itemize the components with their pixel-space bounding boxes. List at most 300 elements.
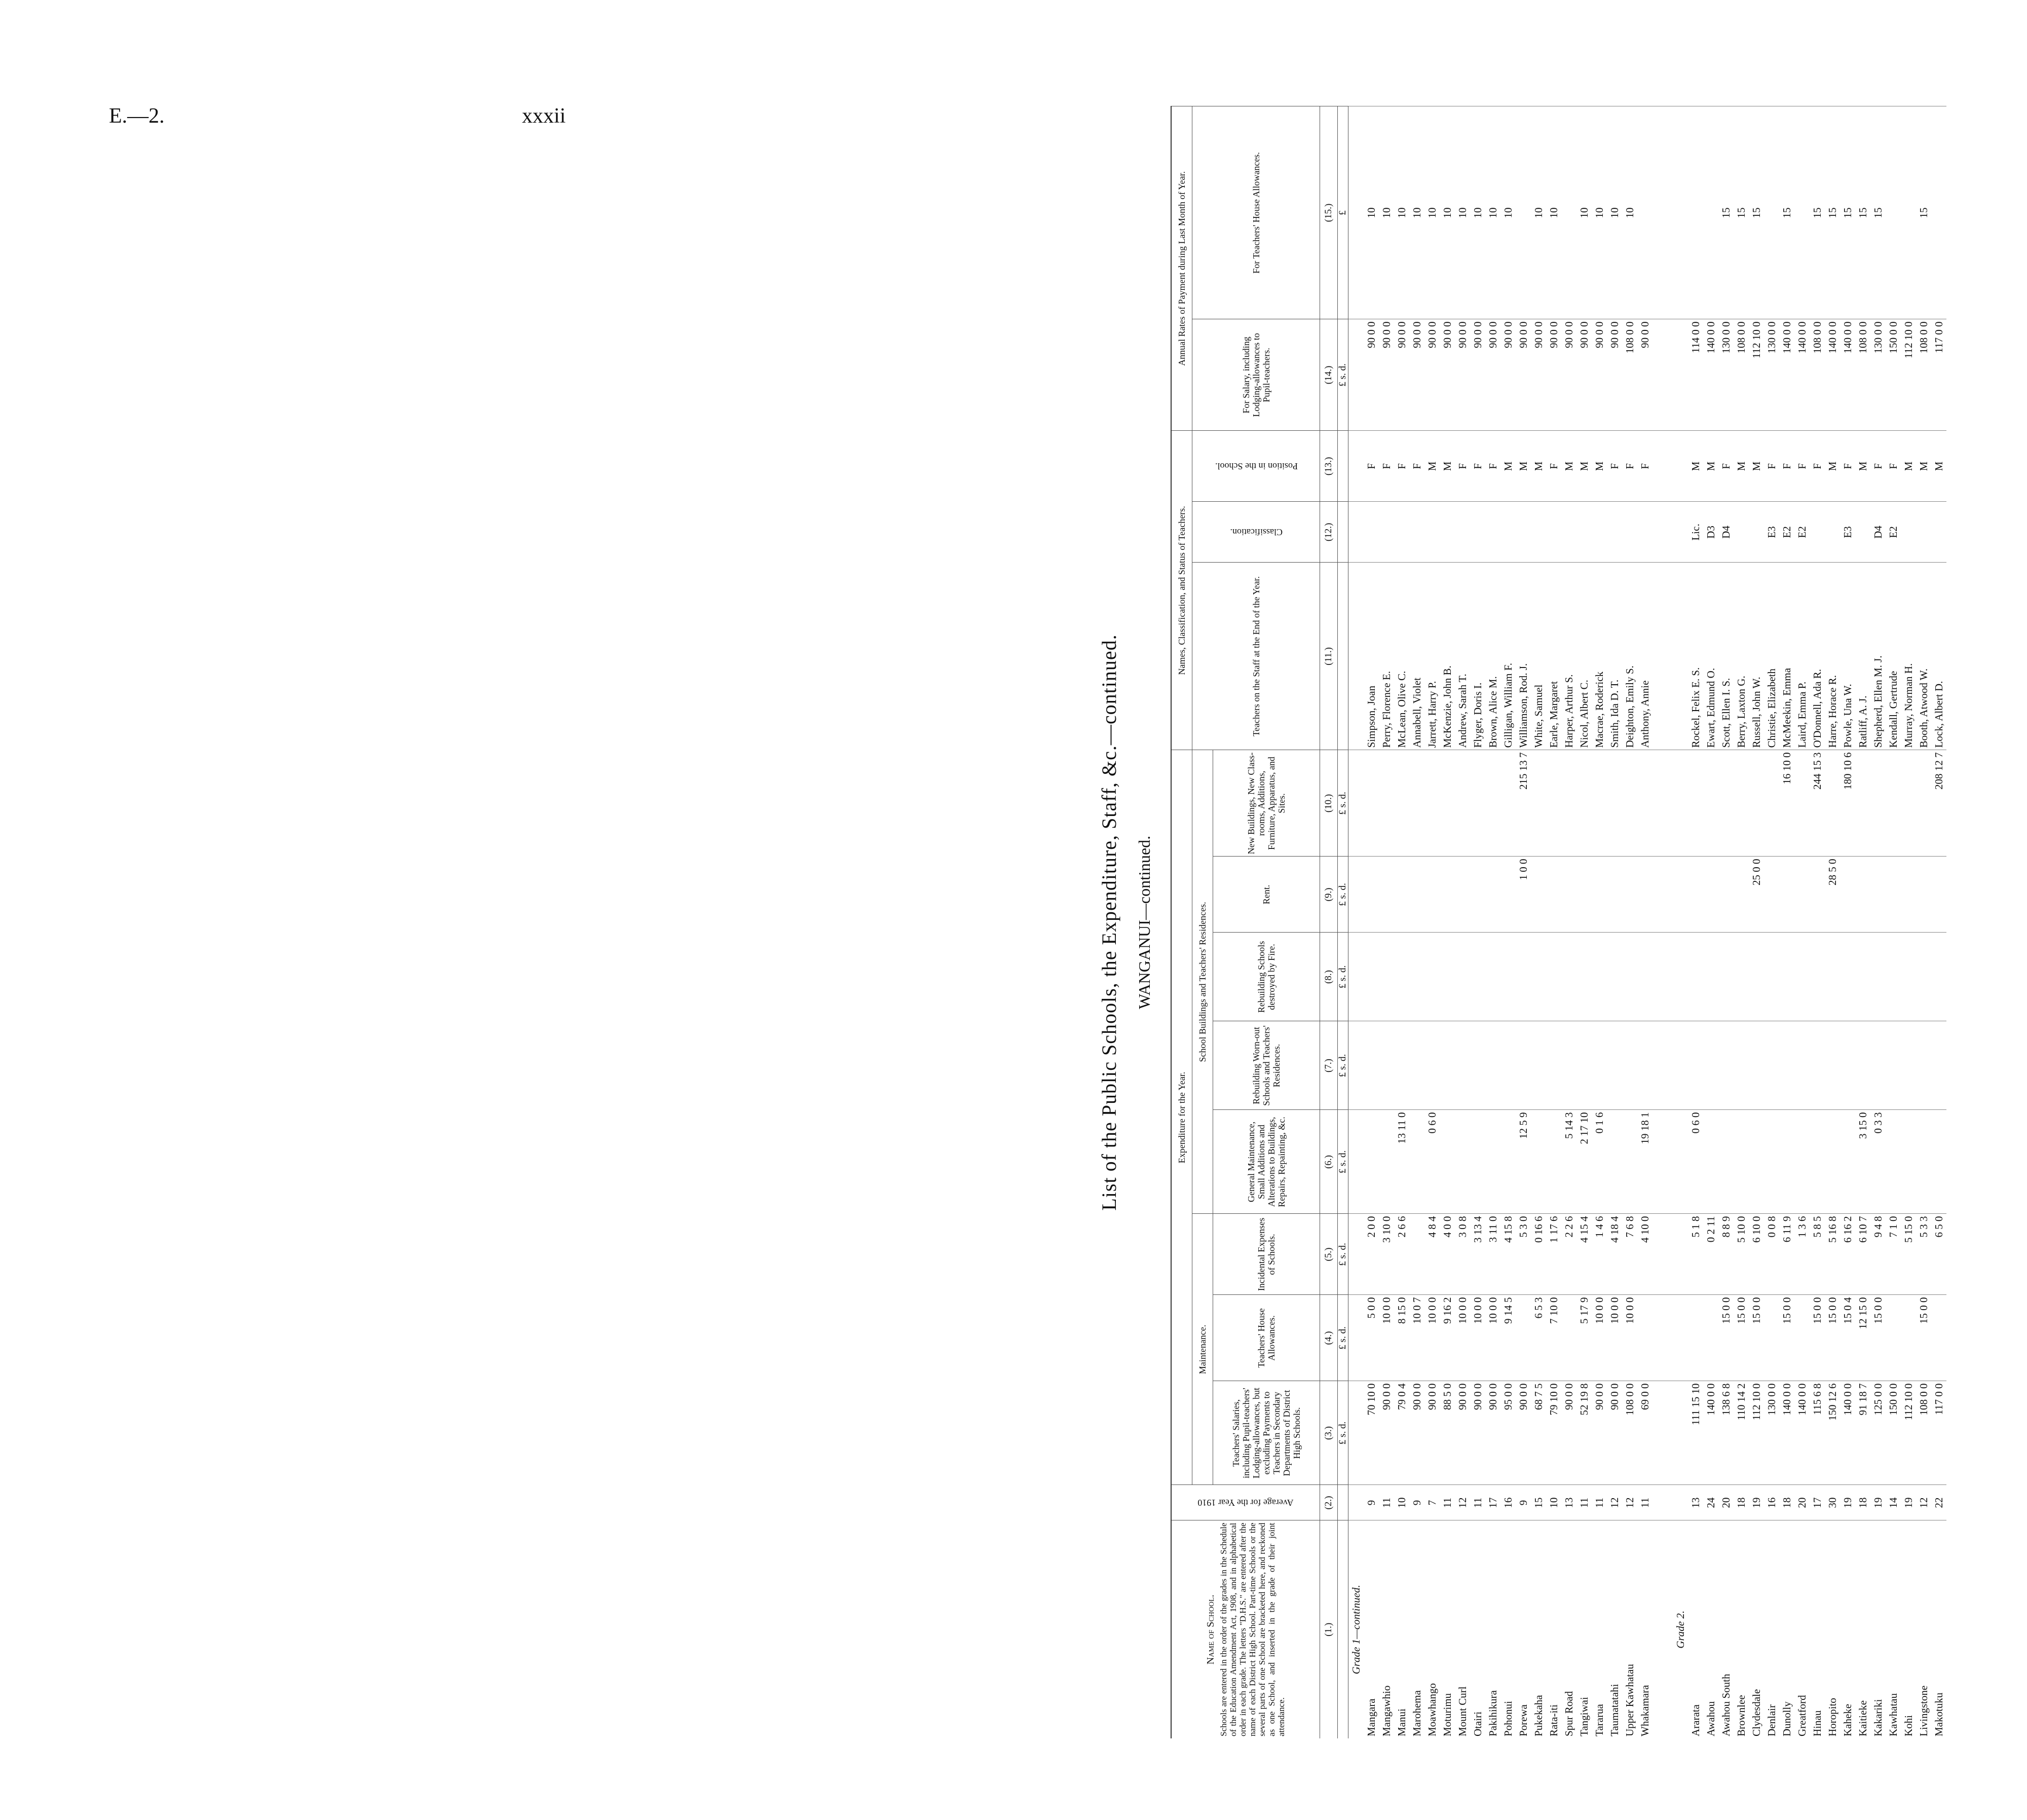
- general-maintenance: [1840, 1110, 1855, 1214]
- position: M: [1531, 431, 1546, 502]
- new-buildings: [1546, 750, 1561, 857]
- rebuild-fire: [1931, 933, 1946, 1021]
- units-lsd: £ s. d.: [1338, 1110, 1348, 1214]
- position: M: [1703, 431, 1718, 502]
- teacher-name: O'Donnell, Ada R.: [1810, 563, 1825, 750]
- house-allowance: 6 5 3: [1531, 1295, 1546, 1381]
- rent: [1779, 857, 1794, 933]
- rebuild-worn: [1840, 1021, 1855, 1110]
- average-attendance: 19: [1840, 1485, 1855, 1520]
- classification: [1561, 502, 1576, 563]
- table-row: [1931, 106, 1946, 1738]
- salaries: 130 0 0: [1764, 1381, 1779, 1485]
- grade-heading-row: [1348, 106, 1364, 1738]
- rebuild-worn: [1546, 1021, 1561, 1110]
- classification: D4: [1718, 502, 1734, 563]
- teacher-name: Deighton, Emily S.: [1622, 563, 1637, 750]
- rebuild-fire: [1764, 933, 1779, 1021]
- general-maintenance: [1364, 1110, 1379, 1214]
- rebuild-fire: [1470, 933, 1485, 1021]
- school-name: Kohi: [1901, 1520, 1916, 1738]
- classification: [1516, 502, 1531, 563]
- header-name-note: Schools are entered in the order of the grades in the Schedule of the Education Amendment Act, 1908, and in alphabetical order in each grade. The letters "D.H.S." are entered after the name of each District High School. Part-time Schools or the several parts of one School are bracketed here, and reckoned as one School, and inserted in the grade of their joint attendance.: [1218, 1522, 1286, 1736]
- general-maintenance: [1901, 1110, 1916, 1214]
- table-row: [1485, 106, 1500, 1738]
- col-num-8: (8.): [1320, 933, 1338, 1021]
- new-buildings: [1394, 750, 1409, 857]
- new-buildings: [1688, 750, 1703, 857]
- position: F: [1810, 431, 1825, 502]
- col-num-6: (6.): [1320, 1110, 1338, 1214]
- salary-rate: 108 0 0: [1622, 319, 1637, 431]
- school-name: Pohonui: [1500, 1520, 1516, 1738]
- average-attendance: 11: [1592, 1485, 1607, 1520]
- rebuild-worn: [1718, 1021, 1734, 1110]
- salary-rate: 150 0 0: [1886, 319, 1901, 431]
- page-reference: E.—2.: [109, 104, 165, 128]
- grade-gap: [1653, 106, 1673, 1738]
- table-row: [1794, 106, 1810, 1738]
- new-buildings: [1485, 750, 1500, 857]
- house-allowance: 10 0 0: [1592, 1295, 1607, 1381]
- average-attendance: 10: [1546, 1485, 1561, 1520]
- house-allowance: [1637, 1295, 1653, 1381]
- rebuild-worn: [1931, 1021, 1946, 1110]
- classification: E2: [1794, 502, 1810, 563]
- general-maintenance: [1810, 1110, 1825, 1214]
- header-expenditure: Expenditure for the Year.: [1171, 750, 1192, 1485]
- classification: [1379, 502, 1394, 563]
- general-maintenance: [1470, 1110, 1485, 1214]
- salary-rate: 90 0 0: [1440, 319, 1455, 431]
- rebuild-fire: [1592, 933, 1607, 1021]
- new-buildings: [1870, 750, 1886, 857]
- average-attendance: 18: [1734, 1485, 1749, 1520]
- table-row: [1531, 106, 1546, 1738]
- house-allowance: 5 17 9: [1576, 1295, 1592, 1381]
- salary-rate: 90 0 0: [1561, 319, 1576, 431]
- rebuild-worn: [1455, 1021, 1470, 1110]
- classification: [1592, 502, 1607, 563]
- classification: [1364, 502, 1379, 563]
- house-rate: 15: [1825, 106, 1840, 319]
- rebuild-worn: [1470, 1021, 1485, 1110]
- table-row: [1364, 106, 1379, 1738]
- salaries: 111 15 10: [1688, 1381, 1703, 1485]
- rent: [1500, 857, 1516, 933]
- rebuild-worn: [1516, 1021, 1531, 1110]
- house-rate: 10: [1409, 106, 1424, 319]
- table-row: [1394, 106, 1409, 1738]
- general-maintenance: [1455, 1110, 1470, 1214]
- classification: E2: [1886, 502, 1901, 563]
- average-attendance: 14: [1886, 1485, 1901, 1520]
- house-allowance: 15 0 0: [1779, 1295, 1794, 1381]
- incidental: 5 1 8: [1688, 1214, 1703, 1295]
- house-allowance: [1901, 1295, 1916, 1381]
- salaries: 108 0 0: [1916, 1381, 1931, 1485]
- average-attendance: 30: [1825, 1485, 1840, 1520]
- teacher-name: Powle, Una W.: [1840, 563, 1855, 750]
- position: M: [1424, 431, 1440, 502]
- salaries: 69 0 0: [1637, 1381, 1653, 1485]
- rebuild-fire: [1546, 933, 1561, 1021]
- salaries: 90 0 0: [1379, 1381, 1394, 1485]
- average-attendance: 12: [1607, 1485, 1622, 1520]
- rebuild-fire: [1561, 933, 1576, 1021]
- col-num-2: (2.): [1320, 1485, 1338, 1520]
- school-name: Kawhatau: [1886, 1520, 1901, 1738]
- house-rate: 10: [1546, 106, 1561, 319]
- salaries: 79 0 4: [1394, 1381, 1409, 1485]
- general-maintenance: 2 17 10: [1576, 1110, 1592, 1214]
- teacher-name: Shepherd, Ellen M. J.: [1870, 563, 1886, 750]
- rebuild-fire: [1810, 933, 1825, 1021]
- salary-rate: 90 0 0: [1500, 319, 1516, 431]
- house-allowance: 10 0 0: [1485, 1295, 1500, 1381]
- new-buildings: [1379, 750, 1394, 857]
- teacher-name: McLean, Olive C.: [1394, 563, 1409, 750]
- salary-rate: 90 0 0: [1546, 319, 1561, 431]
- general-maintenance: [1703, 1110, 1718, 1214]
- rebuild-worn: [1703, 1021, 1718, 1110]
- header-rent: Rent.: [1213, 857, 1320, 933]
- rebuild-worn: [1576, 1021, 1592, 1110]
- house-allowance: [1561, 1295, 1576, 1381]
- school-name: Hinau: [1810, 1520, 1825, 1738]
- rent: [1734, 857, 1749, 933]
- house-rate: [1637, 106, 1653, 319]
- classification: [1622, 502, 1637, 563]
- rebuild-fire: [1637, 933, 1653, 1021]
- rent: [1592, 857, 1607, 933]
- general-maintenance: 0 6 0: [1688, 1110, 1703, 1214]
- classification: [1576, 502, 1592, 563]
- table-row: [1440, 106, 1455, 1738]
- house-allowance: 10 0 0: [1622, 1295, 1637, 1381]
- average-attendance: 19: [1749, 1485, 1764, 1520]
- school-name: Livingstone: [1916, 1520, 1931, 1738]
- rebuild-fire: [1734, 933, 1749, 1021]
- units-lsd: £ s. d.: [1338, 933, 1348, 1021]
- incidental: 5 15 0: [1901, 1214, 1916, 1295]
- salaries: 90 0 0: [1607, 1381, 1622, 1485]
- new-buildings: [1749, 750, 1764, 857]
- school-name: Kaitieke: [1855, 1520, 1870, 1738]
- house-rate: 15: [1916, 106, 1931, 319]
- classification: [1637, 502, 1653, 563]
- new-buildings: [1855, 750, 1870, 857]
- house-rate: [1931, 106, 1946, 319]
- col-num-7: (7.): [1320, 1021, 1338, 1110]
- house-rate: 15: [1779, 106, 1794, 319]
- salaries: 112 10 0: [1749, 1381, 1764, 1485]
- rebuild-worn: [1764, 1021, 1779, 1110]
- general-maintenance: [1531, 1110, 1546, 1214]
- rent: 28 5 0: [1825, 857, 1840, 933]
- table-title: List of the Public Schools, the Expenditure, Staff, &c.—continued.: [1098, 634, 1120, 1211]
- classification: [1394, 502, 1409, 563]
- house-allowance: 15 0 0: [1718, 1295, 1734, 1381]
- rent: [1931, 857, 1946, 933]
- rebuild-fire: [1779, 933, 1794, 1021]
- rebuild-worn: [1870, 1021, 1886, 1110]
- col-num-1: (1.): [1320, 1520, 1338, 1738]
- table-body: [1348, 106, 1947, 1738]
- new-buildings: [1409, 750, 1424, 857]
- incidental: 6 5 0: [1931, 1214, 1946, 1295]
- classification: [1455, 502, 1470, 563]
- header-house-rate: For Teachers' House Allowances.: [1192, 106, 1320, 319]
- rebuild-fire: [1500, 933, 1516, 1021]
- rebuild-fire: [1749, 933, 1764, 1021]
- average-attendance: 7: [1424, 1485, 1440, 1520]
- table-row: [1855, 106, 1870, 1738]
- teacher-name: Booth, Atwood W.: [1916, 563, 1931, 750]
- rebuild-fire: [1718, 933, 1734, 1021]
- new-buildings: [1718, 750, 1734, 857]
- incidental: 7 1 0: [1886, 1214, 1901, 1295]
- table-row: [1840, 106, 1855, 1738]
- new-buildings: [1703, 750, 1718, 857]
- units-pound: £: [1338, 106, 1348, 319]
- teacher-name: Ratliff, A. J.: [1855, 563, 1870, 750]
- salaries: 90 0 0: [1470, 1381, 1485, 1485]
- average-attendance: 16: [1764, 1485, 1779, 1520]
- classification: [1607, 502, 1622, 563]
- rebuild-worn: [1622, 1021, 1637, 1110]
- general-maintenance: [1500, 1110, 1516, 1214]
- salaries: 90 0 0: [1561, 1381, 1576, 1485]
- rebuild-fire: [1607, 933, 1622, 1021]
- rebuild-worn: [1364, 1021, 1379, 1110]
- rebuild-worn: [1440, 1021, 1455, 1110]
- rebuild-fire: [1440, 933, 1455, 1021]
- new-buildings: [1607, 750, 1622, 857]
- table-row: [1688, 106, 1703, 1738]
- salaries: 112 10 0: [1901, 1381, 1916, 1485]
- teacher-name: Russell, John W.: [1749, 563, 1764, 750]
- teacher-name: Williamson, Rod. J.: [1516, 563, 1531, 750]
- salary-rate: 90 0 0: [1607, 319, 1622, 431]
- incidental: 5 3 3: [1916, 1214, 1931, 1295]
- teacher-name: Lock, Albert D.: [1931, 563, 1946, 750]
- school-name: Moawhango: [1424, 1520, 1440, 1738]
- new-buildings: [1734, 750, 1749, 857]
- position: M: [1688, 431, 1703, 502]
- salaries: 140 0 0: [1840, 1381, 1855, 1485]
- salary-rate: 130 0 0: [1870, 319, 1886, 431]
- position: M: [1440, 431, 1455, 502]
- house-rate: 10: [1500, 106, 1516, 319]
- rebuild-worn: [1379, 1021, 1394, 1110]
- house-rate: [1901, 106, 1916, 319]
- new-buildings: 215 13 7: [1516, 750, 1531, 857]
- classification: [1470, 502, 1485, 563]
- school-name: Mount Curl: [1455, 1520, 1470, 1738]
- teacher-name: Earle, Margaret: [1546, 563, 1561, 750]
- average-attendance: 24: [1703, 1485, 1718, 1520]
- rebuild-fire: [1688, 933, 1703, 1021]
- school-name: Dunolly: [1779, 1520, 1794, 1738]
- table-row: [1825, 106, 1840, 1738]
- teacher-name: Jarrett, Harry P.: [1424, 563, 1440, 750]
- table-row: [1592, 106, 1607, 1738]
- table-row: [1764, 106, 1779, 1738]
- position: M: [1734, 431, 1749, 502]
- classification: [1485, 502, 1500, 563]
- rent: [1546, 857, 1561, 933]
- incidental: 5 10 0: [1734, 1214, 1749, 1295]
- house-rate: [1516, 106, 1531, 319]
- house-allowance: 10 0 0: [1470, 1295, 1485, 1381]
- salary-rate: 114 0 0: [1688, 319, 1703, 431]
- average-attendance: 11: [1576, 1485, 1592, 1520]
- school-name: Pukekaha: [1531, 1520, 1546, 1738]
- rent: [1688, 857, 1703, 933]
- new-buildings: 16 10 0: [1779, 750, 1794, 857]
- teacher-name: Scott, Ellen I. S.: [1718, 563, 1734, 750]
- teacher-name: Anthony, Annie: [1637, 563, 1653, 750]
- header-maintenance: Maintenance.: [1192, 1214, 1213, 1485]
- salary-rate: 90 0 0: [1409, 319, 1424, 431]
- school-name: Mangawhio: [1379, 1520, 1394, 1738]
- table-subtitle: WANGANUI—continued.: [1135, 835, 1153, 1010]
- rebuild-fire: [1394, 933, 1409, 1021]
- incidental: 0 16 6: [1531, 1214, 1546, 1295]
- rebuild-worn: [1886, 1021, 1901, 1110]
- house-allowance: 15 0 0: [1870, 1295, 1886, 1381]
- house-rate: 10: [1607, 106, 1622, 319]
- house-allowance: 5 0 0: [1364, 1295, 1379, 1381]
- col-num-3: (3.): [1320, 1381, 1338, 1485]
- table-row: [1637, 106, 1653, 1738]
- classification: Lic.: [1688, 502, 1703, 563]
- position: F: [1886, 431, 1901, 502]
- house-allowance: 7 10 0: [1546, 1295, 1561, 1381]
- house-allowance: 15 0 4: [1840, 1295, 1855, 1381]
- house-rate: 15: [1718, 106, 1734, 319]
- units-lsd: £ s. d.: [1338, 1214, 1348, 1295]
- rotated-table-page: [1074, 106, 2027, 1738]
- incidental: 3 11 0: [1485, 1214, 1500, 1295]
- teacher-name: Laird, Emma P.: [1794, 563, 1810, 750]
- house-rate: [1688, 106, 1703, 319]
- average-attendance: 20: [1718, 1485, 1734, 1520]
- classification: [1749, 502, 1764, 563]
- teacher-name: Annabell, Violet: [1409, 563, 1424, 750]
- average-attendance: 22: [1931, 1485, 1946, 1520]
- salaries: 90 0 0: [1409, 1381, 1424, 1485]
- average-attendance: 11: [1440, 1485, 1455, 1520]
- header-average: Average for the Year 1910: [1171, 1485, 1320, 1520]
- house-allowance: [1764, 1295, 1779, 1381]
- school-name: Rata-iti: [1546, 1520, 1561, 1738]
- rebuild-fire: [1825, 933, 1840, 1021]
- col-num-15: (15.): [1320, 106, 1338, 319]
- teacher-name: Perry, Florence E.: [1379, 563, 1394, 750]
- average-attendance: 17: [1485, 1485, 1500, 1520]
- rebuild-worn: [1607, 1021, 1622, 1110]
- position: M: [1825, 431, 1840, 502]
- school-name: Horopito: [1825, 1520, 1840, 1738]
- salaries: 117 0 0: [1931, 1381, 1946, 1485]
- general-maintenance: 0 6 0: [1424, 1110, 1440, 1214]
- table-row: [1607, 106, 1622, 1738]
- incidental: [1409, 1214, 1424, 1295]
- rent: [1561, 857, 1576, 933]
- header-salary-rate: For Salary, including Lodging-allowances to Pupil-teachers.: [1192, 319, 1320, 431]
- new-buildings: [1576, 750, 1592, 857]
- school-name: Makotuku: [1931, 1520, 1946, 1738]
- house-rate: 10: [1364, 106, 1379, 319]
- general-maintenance: [1440, 1110, 1455, 1214]
- new-buildings: [1440, 750, 1455, 857]
- position: M: [1901, 431, 1916, 502]
- rent: [1409, 857, 1424, 933]
- incidental: 2 6 6: [1394, 1214, 1409, 1295]
- rebuild-fire: [1855, 933, 1870, 1021]
- rebuild-worn: [1394, 1021, 1409, 1110]
- table-row: [1916, 106, 1931, 1738]
- average-attendance: 20: [1794, 1485, 1810, 1520]
- school-name: Awahou: [1703, 1520, 1718, 1738]
- teacher-name: Kendall, Gertrude: [1886, 563, 1901, 750]
- salaries: 91 18 7: [1855, 1381, 1870, 1485]
- house-allowance: 9 14 5: [1500, 1295, 1516, 1381]
- position: F: [1718, 431, 1734, 502]
- incidental: 5 3 0: [1516, 1214, 1531, 1295]
- average-attendance: 12: [1455, 1485, 1470, 1520]
- teacher-name: McMeekin, Emma: [1779, 563, 1794, 750]
- rebuild-worn: [1592, 1021, 1607, 1110]
- col-num-12: (12.): [1320, 502, 1338, 563]
- average-attendance: 9: [1516, 1485, 1531, 1520]
- incidental: 6 16 2: [1840, 1214, 1855, 1295]
- school-name: Taumatatahi: [1607, 1520, 1622, 1738]
- house-rate: 15: [1749, 106, 1764, 319]
- position: F: [1870, 431, 1886, 502]
- salaries: 138 6 8: [1718, 1381, 1734, 1485]
- salaries: 90 0 0: [1455, 1381, 1470, 1485]
- table-row: [1749, 106, 1764, 1738]
- salary-rate: 90 0 0: [1364, 319, 1379, 431]
- position: M: [1855, 431, 1870, 502]
- salary-rate: 90 0 0: [1424, 319, 1440, 431]
- house-rate: 10: [1485, 106, 1500, 319]
- salary-rate: 90 0 0: [1470, 319, 1485, 431]
- rebuild-fire: [1870, 933, 1886, 1021]
- general-maintenance: [1546, 1110, 1561, 1214]
- header-classification: Classification.: [1192, 502, 1320, 563]
- school-name: Mangara: [1364, 1520, 1379, 1738]
- rent: [1855, 857, 1870, 933]
- table-row: [1901, 106, 1916, 1738]
- rent: [1485, 857, 1500, 933]
- new-buildings: [1886, 750, 1901, 857]
- grade-heading: Grade 1—continued.: [1348, 1520, 1364, 1738]
- teacher-name: Simpson, Joan: [1364, 563, 1379, 750]
- school-name: Moturimu: [1440, 1520, 1455, 1738]
- classification: [1825, 502, 1840, 563]
- house-rate: 15: [1734, 106, 1749, 319]
- position: F: [1455, 431, 1470, 502]
- school-name: Kakariki: [1870, 1520, 1886, 1738]
- salary-rate: 108 0 0: [1855, 319, 1870, 431]
- header-incidental: Incidental Expenses of Schools.: [1213, 1214, 1320, 1295]
- incidental: 7 6 8: [1622, 1214, 1637, 1295]
- rebuild-worn: [1637, 1021, 1653, 1110]
